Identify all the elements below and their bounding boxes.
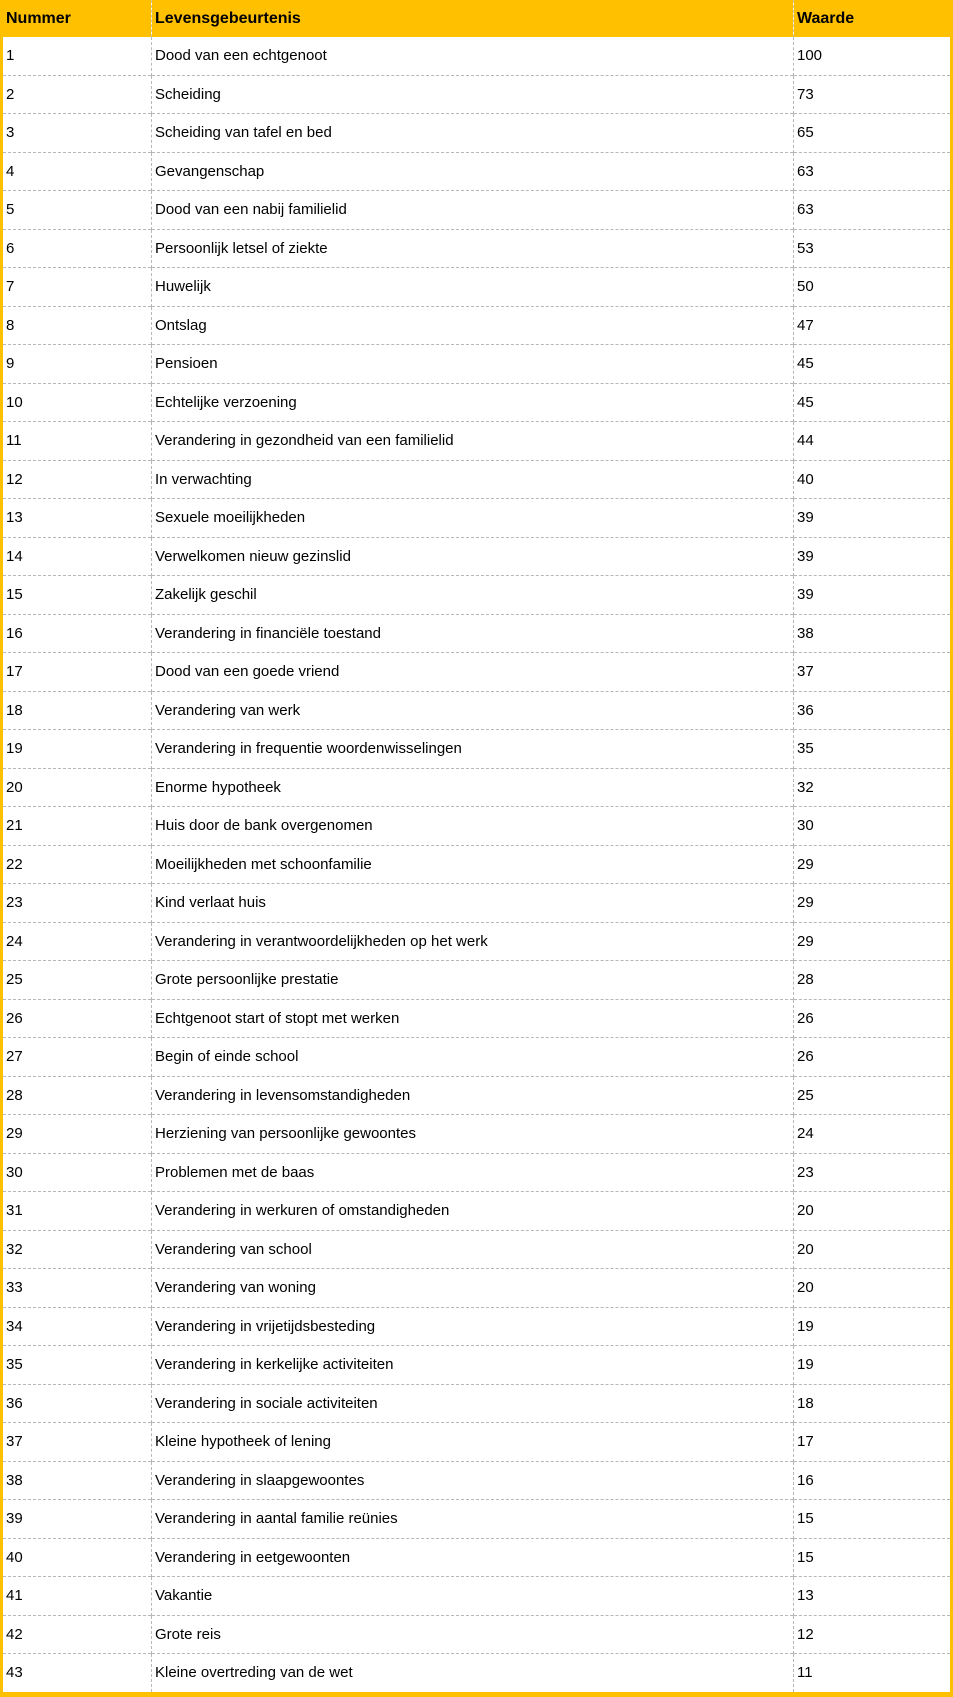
cell-nummer: 29 [2, 1115, 152, 1154]
table-row [2, 884, 952, 923]
cell-levensgebeurtenis: Herziening van persoonlijke gewoontes [152, 1115, 794, 1154]
cell-levensgebeurtenis: Vakantie [152, 1577, 794, 1616]
cell-nummer: 36 [2, 1384, 152, 1423]
cell-levensgebeurtenis: Verandering in frequentie woordenwisselingen [152, 730, 794, 769]
table-row [2, 1307, 952, 1346]
cell-waarde: 37 [794, 653, 952, 692]
cell-nummer: 12 [2, 460, 152, 499]
cell-waarde: 16 [794, 1461, 952, 1500]
cell-levensgebeurtenis: Verandering in sociale activiteiten [152, 1384, 794, 1423]
table-row [2, 422, 952, 461]
cell-waarde: 18 [794, 1384, 952, 1423]
cell-levensgebeurtenis: Verandering in werkuren of omstandigheden [152, 1192, 794, 1231]
table-row [2, 614, 952, 653]
cell-waarde: 15 [794, 1538, 952, 1577]
cell-nummer: 1 [2, 37, 152, 75]
cell-waarde: 63 [794, 191, 952, 230]
table-row [2, 37, 952, 75]
cell-waarde: 20 [794, 1192, 952, 1231]
cell-levensgebeurtenis: Huwelijk [152, 268, 794, 307]
cell-nummer: 7 [2, 268, 152, 307]
cell-waarde: 73 [794, 75, 952, 114]
table-row [2, 1577, 952, 1616]
table-row [2, 1461, 952, 1500]
cell-nummer: 24 [2, 922, 152, 961]
table-row [2, 807, 952, 846]
col-header-nummer: Nummer [2, 0, 152, 37]
table-row [2, 922, 952, 961]
cell-nummer: 34 [2, 1307, 152, 1346]
cell-waarde: 23 [794, 1153, 952, 1192]
table-row [2, 1269, 952, 1308]
cell-levensgebeurtenis: Verandering in verantwoordelijkheden op het werk [152, 922, 794, 961]
cell-waarde: 53 [794, 229, 952, 268]
cell-nummer: 14 [2, 537, 152, 576]
cell-nummer: 8 [2, 306, 152, 345]
table-row [2, 383, 952, 422]
table-row [2, 268, 952, 307]
cell-waarde: 12 [794, 1615, 952, 1654]
cell-levensgebeurtenis: Dood van een nabij familielid [152, 191, 794, 230]
cell-nummer: 17 [2, 653, 152, 692]
cell-levensgebeurtenis: Verandering van school [152, 1230, 794, 1269]
cell-waarde: 35 [794, 730, 952, 769]
table-row [2, 499, 952, 538]
cell-waarde: 29 [794, 884, 952, 923]
table-header [2, 0, 952, 37]
cell-levensgebeurtenis: Problemen met de baas [152, 1153, 794, 1192]
table-row [2, 730, 952, 769]
table-row [2, 768, 952, 807]
table-row [2, 306, 952, 345]
cell-levensgebeurtenis: Echtelijke verzoening [152, 383, 794, 422]
cell-waarde: 26 [794, 999, 952, 1038]
cell-levensgebeurtenis: Kleine hypotheek of lening [152, 1423, 794, 1462]
cell-levensgebeurtenis: Kleine overtreding van de wet [152, 1654, 794, 1695]
table-row [2, 345, 952, 384]
cell-nummer: 39 [2, 1500, 152, 1539]
cell-nummer: 38 [2, 1461, 152, 1500]
header-row [2, 0, 952, 37]
cell-waarde: 36 [794, 691, 952, 730]
table-row [2, 537, 952, 576]
cell-nummer: 27 [2, 1038, 152, 1077]
cell-nummer: 5 [2, 191, 152, 230]
cell-nummer: 11 [2, 422, 152, 461]
table-row [2, 1230, 952, 1269]
cell-nummer: 43 [2, 1654, 152, 1695]
cell-nummer: 6 [2, 229, 152, 268]
cell-levensgebeurtenis: Sexuele moeilijkheden [152, 499, 794, 538]
cell-levensgebeurtenis: Persoonlijk letsel of ziekte [152, 229, 794, 268]
cell-nummer: 9 [2, 345, 152, 384]
cell-waarde: 29 [794, 922, 952, 961]
cell-waarde: 13 [794, 1577, 952, 1616]
cell-waarde: 28 [794, 961, 952, 1000]
cell-levensgebeurtenis: Echtgenoot start of stopt met werken [152, 999, 794, 1038]
table-row [2, 1384, 952, 1423]
cell-levensgebeurtenis: Huis door de bank overgenomen [152, 807, 794, 846]
table-row [2, 691, 952, 730]
cell-nummer: 35 [2, 1346, 152, 1385]
table-row [2, 1115, 952, 1154]
cell-levensgebeurtenis: Dood van een goede vriend [152, 653, 794, 692]
cell-waarde: 11 [794, 1654, 952, 1695]
cell-waarde: 29 [794, 845, 952, 884]
cell-nummer: 23 [2, 884, 152, 923]
table-row [2, 1038, 952, 1077]
cell-nummer: 18 [2, 691, 152, 730]
cell-levensgebeurtenis: Enorme hypotheek [152, 768, 794, 807]
table-row [2, 1346, 952, 1385]
cell-levensgebeurtenis: Verwelkomen nieuw gezinslid [152, 537, 794, 576]
cell-levensgebeurtenis: Verandering in financiële toestand [152, 614, 794, 653]
cell-nummer: 28 [2, 1076, 152, 1115]
table-row [2, 999, 952, 1038]
cell-levensgebeurtenis: Grote reis [152, 1615, 794, 1654]
table-row [2, 961, 952, 1000]
table-row [2, 1153, 952, 1192]
table-body [2, 37, 952, 1694]
table-row [2, 845, 952, 884]
cell-waarde: 40 [794, 460, 952, 499]
cell-waarde: 39 [794, 537, 952, 576]
cell-waarde: 19 [794, 1307, 952, 1346]
cell-nummer: 21 [2, 807, 152, 846]
cell-levensgebeurtenis: Grote persoonlijke prestatie [152, 961, 794, 1000]
cell-nummer: 40 [2, 1538, 152, 1577]
table-row [2, 1654, 952, 1695]
cell-nummer: 37 [2, 1423, 152, 1462]
cell-levensgebeurtenis: Verandering in vrijetijdsbesteding [152, 1307, 794, 1346]
cell-waarde: 20 [794, 1269, 952, 1308]
table-row [2, 229, 952, 268]
cell-levensgebeurtenis: Pensioen [152, 345, 794, 384]
cell-levensgebeurtenis: Verandering in aantal familie reünies [152, 1500, 794, 1539]
cell-waarde: 45 [794, 383, 952, 422]
table-row [2, 1500, 952, 1539]
cell-levensgebeurtenis: Ontslag [152, 306, 794, 345]
cell-waarde: 44 [794, 422, 952, 461]
cell-nummer: 30 [2, 1153, 152, 1192]
cell-waarde: 25 [794, 1076, 952, 1115]
table-row [2, 1192, 952, 1231]
cell-levensgebeurtenis: Moeilijkheden met schoonfamilie [152, 845, 794, 884]
cell-nummer: 4 [2, 152, 152, 191]
cell-nummer: 31 [2, 1192, 152, 1231]
table-row [2, 653, 952, 692]
cell-waarde: 15 [794, 1500, 952, 1539]
cell-nummer: 10 [2, 383, 152, 422]
table-row [2, 1423, 952, 1462]
table-row [2, 191, 952, 230]
cell-waarde: 26 [794, 1038, 952, 1077]
cell-waarde: 17 [794, 1423, 952, 1462]
cell-nummer: 3 [2, 114, 152, 153]
cell-waarde: 100 [794, 37, 952, 75]
cell-nummer: 15 [2, 576, 152, 615]
col-header-levensgebeurtenis: Levensgebeurtenis [152, 0, 794, 37]
cell-waarde: 30 [794, 807, 952, 846]
cell-waarde: 50 [794, 268, 952, 307]
cell-nummer: 41 [2, 1577, 152, 1616]
cell-nummer: 16 [2, 614, 152, 653]
cell-levensgebeurtenis: Kind verlaat huis [152, 884, 794, 923]
cell-waarde: 39 [794, 576, 952, 615]
cell-levensgebeurtenis: Verandering in slaapgewoontes [152, 1461, 794, 1500]
cell-nummer: 42 [2, 1615, 152, 1654]
cell-waarde: 38 [794, 614, 952, 653]
cell-nummer: 25 [2, 961, 152, 1000]
cell-levensgebeurtenis: Verandering in eetgewoonten [152, 1538, 794, 1577]
cell-levensgebeurtenis: Verandering in levensomstandigheden [152, 1076, 794, 1115]
table-row [2, 1538, 952, 1577]
cell-levensgebeurtenis: In verwachting [152, 460, 794, 499]
cell-levensgebeurtenis: Verandering in gezondheid van een familielid [152, 422, 794, 461]
cell-nummer: 19 [2, 730, 152, 769]
cell-nummer: 32 [2, 1230, 152, 1269]
cell-nummer: 26 [2, 999, 152, 1038]
cell-nummer: 33 [2, 1269, 152, 1308]
cell-waarde: 45 [794, 345, 952, 384]
cell-levensgebeurtenis: Verandering in kerkelijke activiteiten [152, 1346, 794, 1385]
cell-levensgebeurtenis: Verandering van werk [152, 691, 794, 730]
cell-waarde: 24 [794, 1115, 952, 1154]
table-row [2, 1615, 952, 1654]
cell-nummer: 20 [2, 768, 152, 807]
table-row [2, 114, 952, 153]
cell-waarde: 63 [794, 152, 952, 191]
cell-nummer: 2 [2, 75, 152, 114]
cell-waarde: 39 [794, 499, 952, 538]
cell-nummer: 13 [2, 499, 152, 538]
cell-levensgebeurtenis: Verandering van woning [152, 1269, 794, 1308]
table-row [2, 75, 952, 114]
cell-nummer: 22 [2, 845, 152, 884]
cell-levensgebeurtenis: Begin of einde school [152, 1038, 794, 1077]
cell-levensgebeurtenis: Zakelijk geschil [152, 576, 794, 615]
cell-levensgebeurtenis: Scheiding [152, 75, 794, 114]
table-row [2, 152, 952, 191]
cell-levensgebeurtenis: Gevangenschap [152, 152, 794, 191]
table-row [2, 1076, 952, 1115]
cell-waarde: 65 [794, 114, 952, 153]
cell-waarde: 19 [794, 1346, 952, 1385]
table-row [2, 460, 952, 499]
cell-levensgebeurtenis: Scheiding van tafel en bed [152, 114, 794, 153]
col-header-waarde: Waarde [794, 0, 952, 37]
cell-waarde: 47 [794, 306, 952, 345]
table-row [2, 576, 952, 615]
cell-waarde: 20 [794, 1230, 952, 1269]
cell-levensgebeurtenis: Dood van een echtgenoot [152, 37, 794, 75]
cell-waarde: 32 [794, 768, 952, 807]
